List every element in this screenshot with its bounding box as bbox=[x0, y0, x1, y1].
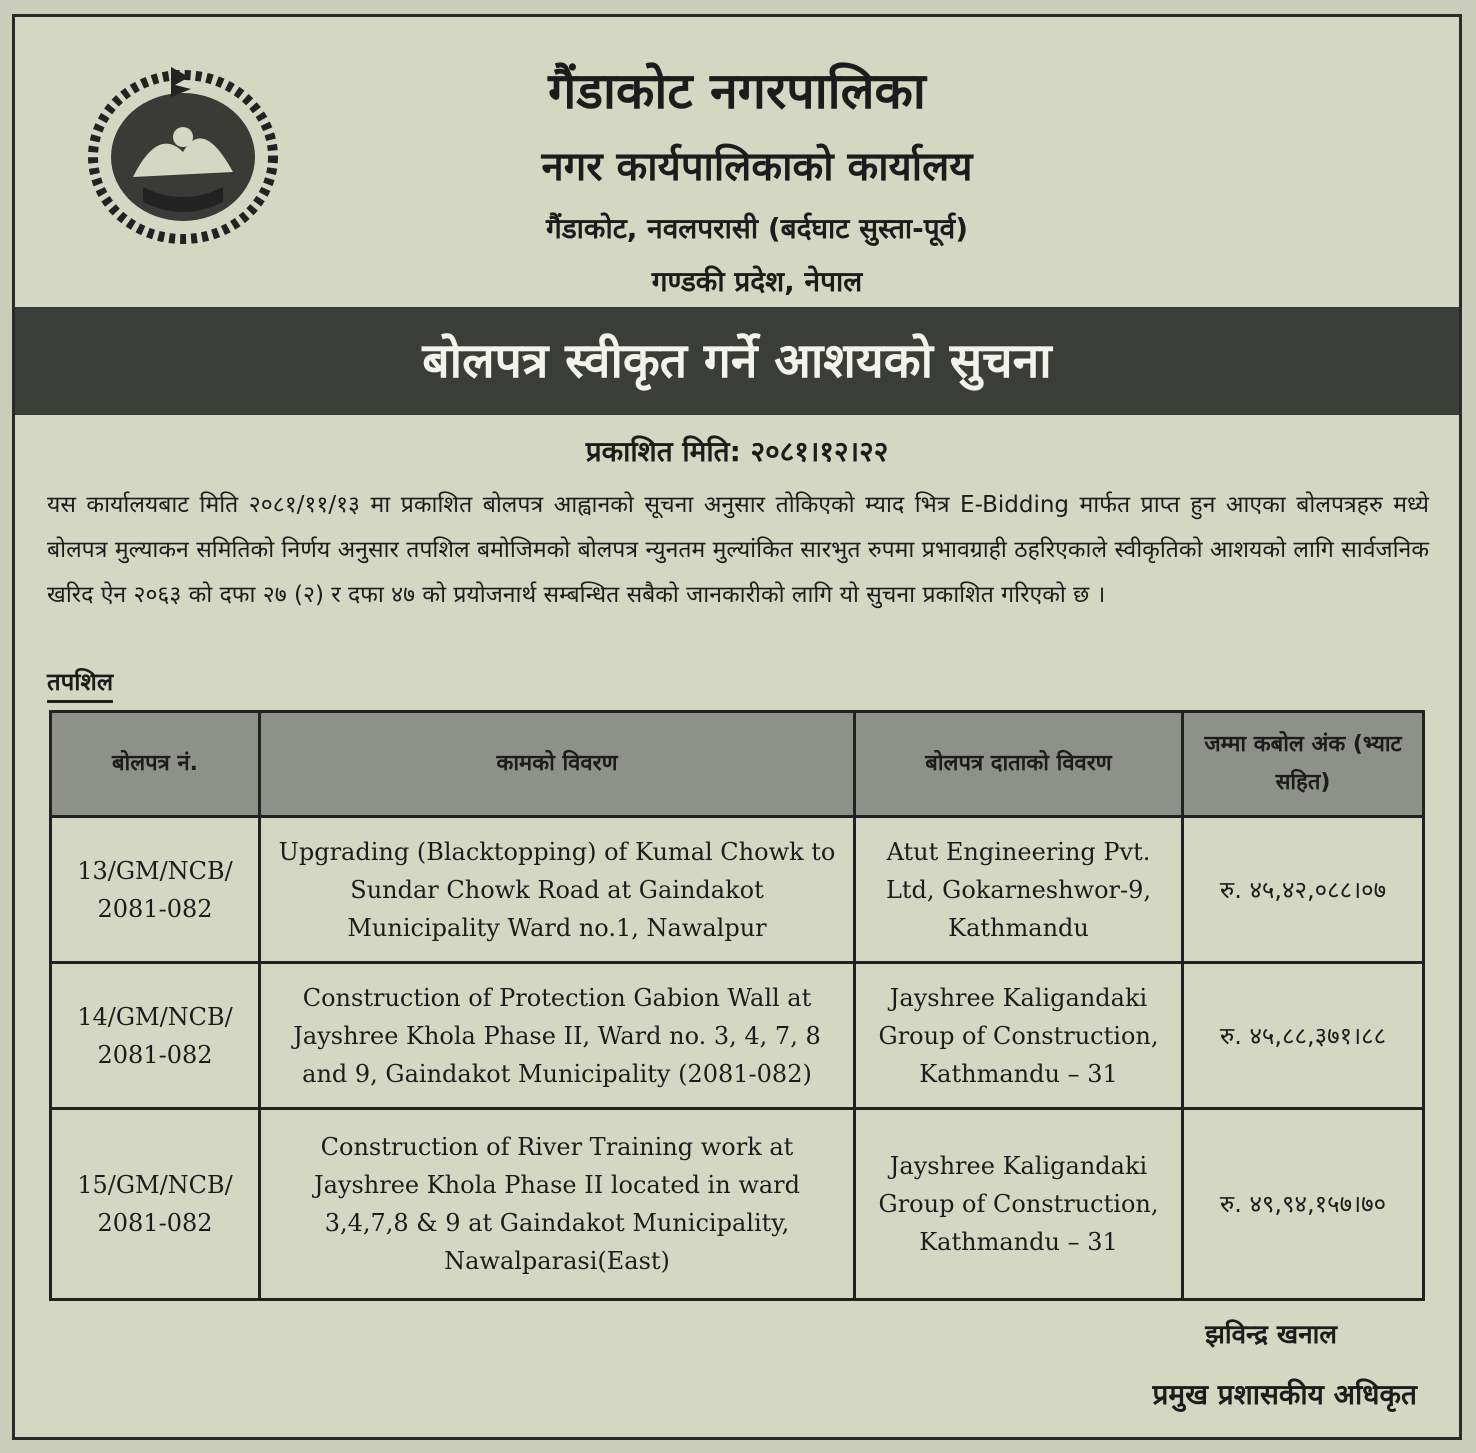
notice-body: यस कार्यालयबाट मिति २०८१/११/१३ मा प्रकाशित बोलपत्र आह्वानको सूचना अनुसार तोकिएको म्याद भित्र E-Bidding मार्फत प्राप्त हुन आएका बोलपत्रहरु मध्ये बोलपत्र मुल्याकन समितिको निर्णय अनुसार तपशिल बमोजिमको बोलपत्र न्युनतम मुल्यांकित सारभुत रुपमा प्रभावग्राही ठहरिएकाले स्वीकृतिको आशयको लागि सार्वजनिक खरिद ऐन २०६३ को दफा २७ (२) र दफा ४७ को प्रयोजनार्थ सम्बन्धित सबैको जानकारीको लागि यो सुचना प्रकाशित गरिएको छ । bbox=[47, 492, 1429, 608]
bidder-cell: Jayshree Kaligandaki Group of Construction, Kathmandu – 31 bbox=[855, 1109, 1183, 1300]
table-row bbox=[51, 817, 1424, 963]
office-address: गैंडाकोट, नवलपरासी (बर्दघाट सुस्ता-पूर्व) bbox=[545, 212, 969, 245]
work-cell: Construction of River Training work at Jayshree Khola Phase II located in ward 3,4,7,8 & 9 at Gaindakot Municipality, Nawalparasi(East) bbox=[260, 1109, 855, 1300]
notice-frame bbox=[12, 14, 1462, 1440]
header-bid-no: बोलपत्र नं. bbox=[51, 712, 260, 817]
signatory-name: झविन्द्र खनाल bbox=[1205, 1320, 1337, 1350]
details-label: तपशिल bbox=[47, 665, 113, 703]
notice-title: बोलपत्र स्वीकृत गर्ने आशयको सुचना bbox=[15, 307, 1459, 415]
work-cell: Upgrading (Blacktopping) of Kumal Chowk to Sundar Chowk Road at Gaindakot Municipality Ward no.1, Nawalpur bbox=[260, 817, 855, 963]
bid-no-cell: 13/GM/NCB/ 2081-082 bbox=[51, 817, 260, 963]
header-bidder-details: बोलपत्र दाताको विवरण bbox=[855, 712, 1183, 817]
table-row bbox=[51, 963, 1424, 1109]
table-header-row bbox=[51, 712, 1424, 817]
amount-cell: रु. ४५,८८,३७१।८८ bbox=[1183, 963, 1424, 1109]
municipality-name: गैंडाकोट नगरपालिका bbox=[548, 62, 926, 120]
province-country: गण्डकी प्रदेश, नेपाल bbox=[651, 265, 863, 298]
header-work-description: कामको विवरण bbox=[260, 712, 855, 817]
published-date: प्रकाशित मिति: २०८१।१२।२२ bbox=[585, 435, 889, 468]
office-name: नगर कार्यपालिकाको कार्यालय bbox=[541, 144, 973, 190]
bidder-cell: Jayshree Kaligandaki Group of Construction, Kathmandu – 31 bbox=[855, 963, 1183, 1109]
signatory-title: प्रमुख प्रशासकीय अधिकृत bbox=[1152, 1378, 1417, 1411]
work-cell: Construction of Protection Gabion Wall at Jayshree Khola Phase II, Ward no. 3, 4, 7, 8 and 9, Gaindakot Municipality (2081-082) bbox=[260, 963, 855, 1109]
amount-cell: रु. ४५,४२,०८८।०७ bbox=[1183, 817, 1424, 963]
bidder-cell: Atut Engineering Pvt. Ltd, Gokarneshwor-9, Kathmandu bbox=[855, 817, 1183, 963]
bid-no-cell: 14/GM/NCB/ 2081-082 bbox=[51, 963, 260, 1109]
table-row bbox=[51, 1109, 1424, 1300]
bid-table bbox=[49, 710, 1425, 1301]
bid-no-cell: 15/GM/NCB/ 2081-082 bbox=[51, 1109, 260, 1300]
amount-cell: रु. ४९,९४,१५७।७० bbox=[1183, 1109, 1424, 1300]
header-total-amount: जम्मा कबोल अंक (भ्याट सहित) bbox=[1183, 712, 1424, 817]
